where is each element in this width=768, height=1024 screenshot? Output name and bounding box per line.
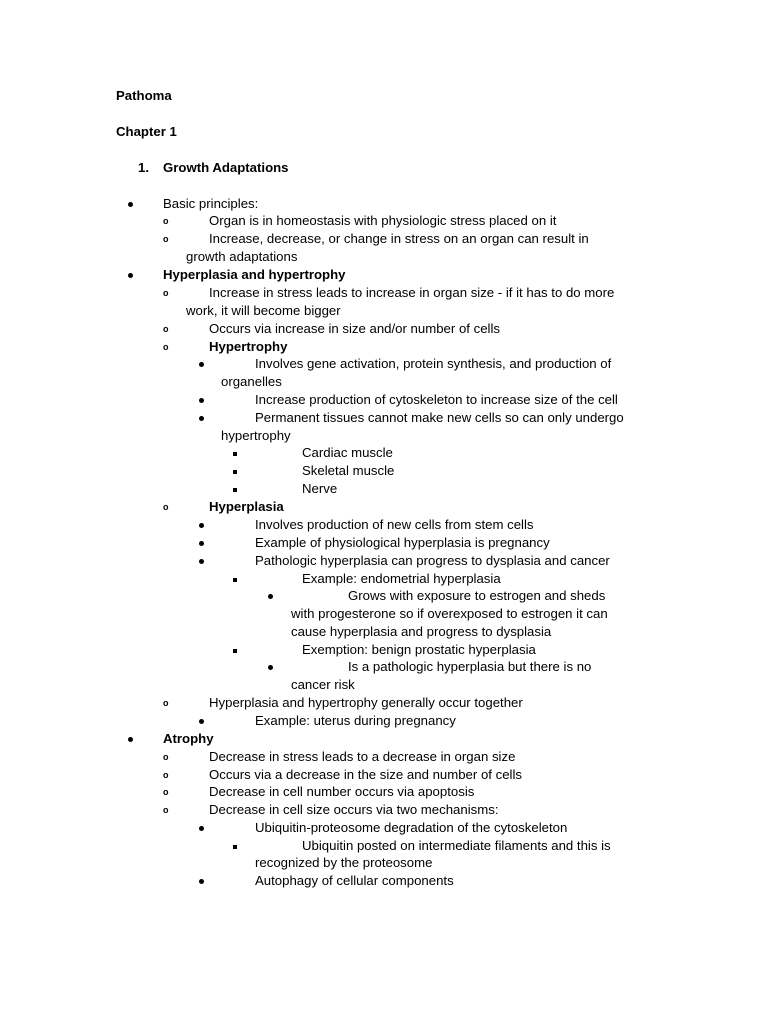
bullet-icon [268,658,273,676]
section-heading: Growth Adaptations [163,160,289,175]
circle-bullet-icon: o [163,324,169,334]
circle-bullet-icon: o [163,770,169,780]
list-item: Hyperplasia and hypertrophy generally occur together [209,695,523,710]
bullet-icon [199,391,204,409]
list-item: Example of physiological hyperplasia is pregnancy [255,535,550,550]
bullet-icon [128,730,133,748]
list-item-continuation: recognized by the proteosome [255,855,433,870]
list-item: Autophagy of cellular components [255,873,454,888]
bullet-icon [199,712,204,730]
list-item: Example: uterus during pregnancy [255,713,456,728]
document-title: Pathoma [116,88,172,103]
bullet-icon [268,587,273,605]
circle-bullet-icon: o [163,234,169,244]
list-item: Organ is in homeostasis with physiologic stress placed on it [209,213,557,228]
bullet-icon [199,552,204,570]
list-item-heading: Hypertrophy [209,339,288,354]
list-item: Basic principles: [163,196,259,211]
list-item: Ubiquitin posted on intermediate filaments and this is [302,838,611,853]
circle-bullet-icon: o [163,342,169,352]
bullet-icon [128,266,133,284]
list-item: Increase, decrease, or change in stress on an organ can result in [209,231,589,246]
circle-bullet-icon: o [163,216,169,226]
list-item-continuation: hypertrophy [221,428,291,443]
bullet-icon [199,355,204,373]
list-item-heading: Hyperplasia and hypertrophy [163,267,346,282]
list-item: Decrease in stress leads to a decrease in organ size [209,749,516,764]
list-item-heading: Hyperplasia [209,499,284,514]
list-item: Pathologic hyperplasia can progress to dysplasia and cancer [255,553,610,568]
list-item: Is a pathologic hyperplasia but there is no [348,659,592,674]
list-item: Ubiquitin-proteosome degradation of the cytoskeleton [255,820,568,835]
list-item-continuation: organelles [221,374,282,389]
list-item: Decrease in cell size occurs via two mechanisms: [209,802,499,817]
list-item: Increase production of cytoskeleton to increase size of the cell [255,392,618,407]
square-bullet-icon [233,837,237,855]
list-item: Cardiac muscle [302,445,393,460]
bullet-icon [199,534,204,552]
circle-bullet-icon: o [163,502,169,512]
list-item: Occurs via increase in size and/or number of cells [209,321,500,336]
section-number: 1. [138,160,149,175]
chapter-heading: Chapter 1 [116,124,177,139]
list-item-continuation: growth adaptations [186,249,298,264]
list-item: Grows with exposure to estrogen and sheds [348,588,606,603]
bullet-icon [199,819,204,837]
list-item: Permanent tissues cannot make new cells so can only undergo [255,410,624,425]
list-item: Increase in stress leads to increase in organ size - if it has to do more [209,285,615,300]
circle-bullet-icon: o [163,288,169,298]
square-bullet-icon [233,444,237,462]
list-item: Nerve [302,481,338,496]
list-item-continuation: work, it will become bigger [186,303,341,318]
square-bullet-icon [233,462,237,480]
circle-bullet-icon: o [163,805,169,815]
circle-bullet-icon: o [163,752,169,762]
list-item: Example: endometrial hyperplasia [302,571,501,586]
square-bullet-icon [233,570,237,588]
list-item-continuation: cancer risk [291,677,355,692]
list-item: Skeletal muscle [302,463,395,478]
list-item: Decrease in cell number occurs via apoptosis [209,784,475,799]
list-item: Exemption: benign prostatic hyperplasia [302,642,536,657]
list-item: Occurs via a decrease in the size and number of cells [209,767,522,782]
circle-bullet-icon: o [163,698,169,708]
circle-bullet-icon: o [163,787,169,797]
list-item-continuation: cause hyperplasia and progress to dysplasia [291,624,552,639]
list-item: Involves gene activation, protein synthesis, and production of [255,356,612,371]
bullet-icon [128,195,133,213]
square-bullet-icon [233,480,237,498]
bullet-icon [199,409,204,427]
list-item-heading: Atrophy [163,731,214,746]
square-bullet-icon [233,641,237,659]
bullet-icon [199,872,204,890]
list-item-continuation: with progesterone so if overexposed to estrogen it can [291,606,608,621]
bullet-icon [199,516,204,534]
list-item: Involves production of new cells from stem cells [255,517,534,532]
